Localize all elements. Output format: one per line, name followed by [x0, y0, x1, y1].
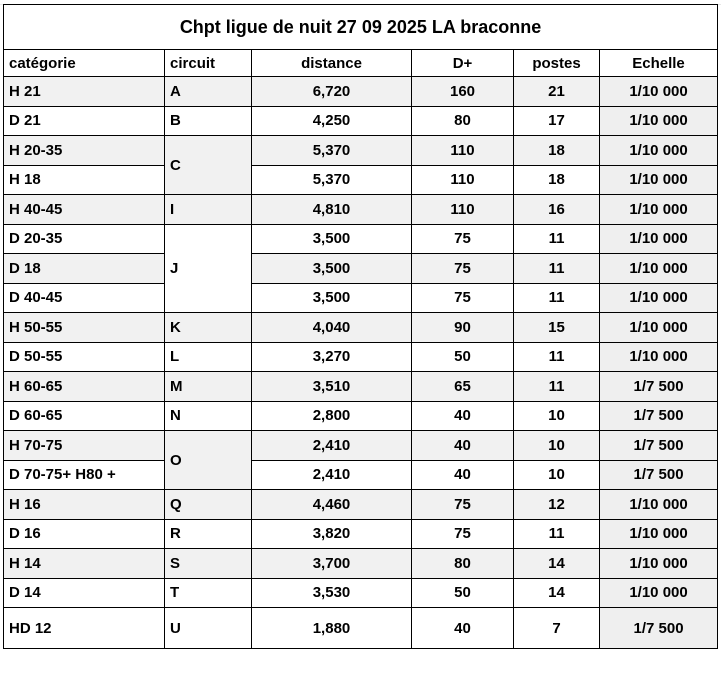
cell-circuit: L [165, 342, 252, 372]
cell-distance: 2,410 [252, 431, 412, 461]
cell-echelle: 1/7 500 [600, 431, 718, 461]
cell-distance: 4,460 [252, 490, 412, 520]
cell-dplus: 40 [412, 431, 514, 461]
table-row [4, 77, 718, 107]
cell-postes: 15 [514, 313, 600, 343]
cell-categorie: D 21 [4, 106, 165, 136]
cell-circuit: O [165, 431, 252, 490]
cell-categorie: D 60-65 [4, 401, 165, 431]
cell-postes: 18 [514, 136, 600, 166]
cell-postes: 7 [514, 608, 600, 649]
table-row [4, 519, 718, 549]
table-row [4, 401, 718, 431]
cell-echelle: 1/10 000 [600, 283, 718, 313]
cell-categorie: D 40-45 [4, 283, 165, 313]
cell-circuit: J [165, 224, 252, 313]
table-row [4, 608, 718, 649]
cell-categorie: H 16 [4, 490, 165, 520]
cell-postes: 11 [514, 342, 600, 372]
cell-echelle: 1/10 000 [600, 165, 718, 195]
table-title: Chpt ligue de nuit 27 09 2025 LA braconne [4, 5, 718, 50]
header-distance: distance [252, 50, 412, 77]
cell-distance: 3,270 [252, 342, 412, 372]
table-row [4, 460, 718, 490]
header-postes: postes [514, 50, 600, 77]
cell-postes: 11 [514, 283, 600, 313]
cell-postes: 11 [514, 224, 600, 254]
cell-distance: 4,810 [252, 195, 412, 225]
cell-echelle: 1/10 000 [600, 136, 718, 166]
cell-circuit: S [165, 549, 252, 579]
cell-categorie: D 20-35 [4, 224, 165, 254]
cell-circuit: K [165, 313, 252, 343]
cell-distance: 4,040 [252, 313, 412, 343]
cell-echelle: 1/10 000 [600, 313, 718, 343]
table-row [4, 106, 718, 136]
cell-dplus: 40 [412, 401, 514, 431]
cell-circuit: T [165, 578, 252, 608]
cell-distance: 3,500 [252, 224, 412, 254]
cell-echelle: 1/10 000 [600, 578, 718, 608]
cell-categorie: H 40-45 [4, 195, 165, 225]
cell-distance: 3,500 [252, 283, 412, 313]
cell-categorie: H 50-55 [4, 313, 165, 343]
cell-postes: 14 [514, 549, 600, 579]
header-categorie: catégorie [4, 50, 165, 77]
cell-echelle: 1/10 000 [600, 254, 718, 284]
cell-echelle: 1/10 000 [600, 106, 718, 136]
cell-echelle: 1/10 000 [600, 490, 718, 520]
cell-categorie: H 14 [4, 549, 165, 579]
cell-dplus: 80 [412, 549, 514, 579]
cell-dplus: 160 [412, 77, 514, 107]
cell-postes: 12 [514, 490, 600, 520]
cell-dplus: 90 [412, 313, 514, 343]
cell-circuit: N [165, 401, 252, 431]
cell-circuit: A [165, 77, 252, 107]
cell-distance: 1,880 [252, 608, 412, 649]
cell-echelle: 1/10 000 [600, 224, 718, 254]
table-row [4, 195, 718, 225]
table-row [4, 254, 718, 284]
cell-dplus: 75 [412, 283, 514, 313]
header-circuit: circuit [165, 50, 252, 77]
results-sheet [3, 4, 717, 689]
cell-dplus: 75 [412, 519, 514, 549]
cell-distance: 5,370 [252, 136, 412, 166]
header-echelle: Echelle [600, 50, 718, 77]
cell-circuit: Q [165, 490, 252, 520]
title-row [4, 5, 718, 50]
cell-echelle: 1/7 500 [600, 460, 718, 490]
cell-circuit: R [165, 519, 252, 549]
cell-distance: 3,530 [252, 578, 412, 608]
cell-dplus: 75 [412, 254, 514, 284]
cell-dplus: 65 [412, 372, 514, 402]
table-row [4, 549, 718, 579]
cell-echelle: 1/10 000 [600, 195, 718, 225]
cell-distance: 2,410 [252, 460, 412, 490]
cell-dplus: 40 [412, 608, 514, 649]
table-row [4, 313, 718, 343]
cell-postes: 11 [514, 254, 600, 284]
cell-dplus: 75 [412, 224, 514, 254]
table-row [4, 372, 718, 402]
cell-circuit: M [165, 372, 252, 402]
table-row [4, 165, 718, 195]
cell-distance: 3,820 [252, 519, 412, 549]
course-table [3, 4, 718, 649]
cell-categorie: HD 12 [4, 608, 165, 649]
cell-echelle: 1/10 000 [600, 342, 718, 372]
cell-circuit: U [165, 608, 252, 649]
cell-echelle: 1/10 000 [600, 549, 718, 579]
cell-postes: 17 [514, 106, 600, 136]
cell-dplus: 80 [412, 106, 514, 136]
cell-categorie: D 14 [4, 578, 165, 608]
cell-dplus: 110 [412, 195, 514, 225]
table-row [4, 136, 718, 166]
cell-dplus: 75 [412, 490, 514, 520]
cell-categorie: D 16 [4, 519, 165, 549]
cell-postes: 21 [514, 77, 600, 107]
cell-categorie: H 20-35 [4, 136, 165, 166]
cell-categorie: D 50-55 [4, 342, 165, 372]
header-dplus: D+ [412, 50, 514, 77]
cell-circuit: C [165, 136, 252, 195]
cell-categorie: H 60-65 [4, 372, 165, 402]
cell-postes: 10 [514, 460, 600, 490]
cell-dplus: 110 [412, 165, 514, 195]
cell-categorie: D 18 [4, 254, 165, 284]
cell-echelle: 1/10 000 [600, 77, 718, 107]
cell-distance: 5,370 [252, 165, 412, 195]
cell-echelle: 1/7 500 [600, 372, 718, 402]
cell-postes: 11 [514, 372, 600, 402]
cell-categorie: H 18 [4, 165, 165, 195]
cell-categorie: H 21 [4, 77, 165, 107]
cell-postes: 11 [514, 519, 600, 549]
cell-dplus: 40 [412, 460, 514, 490]
cell-postes: 18 [514, 165, 600, 195]
cell-categorie: D 70-75+ H80 + [4, 460, 165, 490]
cell-dplus: 50 [412, 342, 514, 372]
cell-postes: 14 [514, 578, 600, 608]
table-row [4, 224, 718, 254]
cell-distance: 3,700 [252, 549, 412, 579]
cell-distance: 3,500 [252, 254, 412, 284]
cell-postes: 10 [514, 431, 600, 461]
cell-echelle: 1/7 500 [600, 608, 718, 649]
cell-distance: 4,250 [252, 106, 412, 136]
cell-postes: 10 [514, 401, 600, 431]
cell-distance: 3,510 [252, 372, 412, 402]
header-row [4, 50, 718, 77]
cell-dplus: 110 [412, 136, 514, 166]
cell-dplus: 50 [412, 578, 514, 608]
cell-echelle: 1/7 500 [600, 401, 718, 431]
cell-distance: 2,800 [252, 401, 412, 431]
cell-circuit: I [165, 195, 252, 225]
cell-distance: 6,720 [252, 77, 412, 107]
cell-postes: 16 [514, 195, 600, 225]
cell-categorie: H 70-75 [4, 431, 165, 461]
table-row [4, 431, 718, 461]
table-row [4, 283, 718, 313]
table-row [4, 578, 718, 608]
cell-echelle: 1/10 000 [600, 519, 718, 549]
cell-circuit: B [165, 106, 252, 136]
table-row [4, 490, 718, 520]
table-row [4, 342, 718, 372]
